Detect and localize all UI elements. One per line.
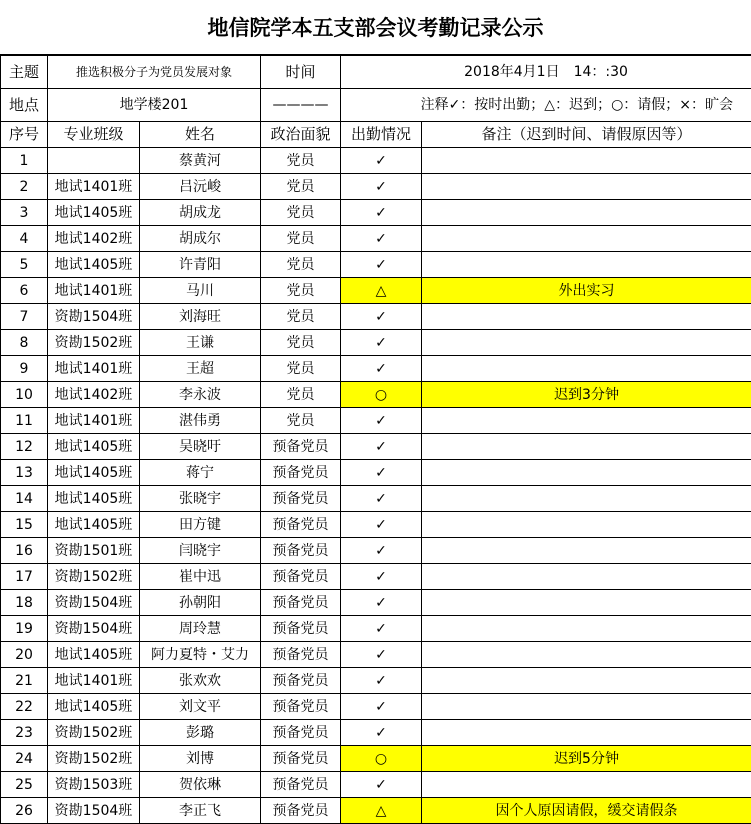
row-name: 彭璐 [140, 720, 261, 746]
row-no: 13 [1, 460, 48, 486]
row-note [422, 330, 751, 356]
row-status: 党员 [261, 382, 341, 408]
table-row [1, 564, 751, 590]
header-class: 专业班级 [48, 122, 140, 148]
table-row [1, 408, 751, 434]
row-no: 11 [1, 408, 48, 434]
table-row [1, 486, 751, 512]
row-attendance: ✓ [341, 200, 422, 226]
row-name: 张晓宇 [140, 486, 261, 512]
row-class: 资勘1504班 [48, 616, 140, 642]
row-name: 周玲慧 [140, 616, 261, 642]
row-no: 15 [1, 512, 48, 538]
row-status: 预备党员 [261, 720, 341, 746]
table-row [1, 616, 751, 642]
row-status: 党员 [261, 330, 341, 356]
table-row [1, 798, 751, 824]
row-note: 因个人原因请假，缓交请假条 [422, 798, 751, 824]
row-attendance: ✓ [341, 642, 422, 668]
row-status: 党员 [261, 252, 341, 278]
row-name: 贺依琳 [140, 772, 261, 798]
time-label: 时间 [261, 56, 341, 89]
row-name: 刘文平 [140, 694, 261, 720]
legend-note: 注释✓：按时出勤；△：迟到；○：请假；×：旷会 [341, 89, 751, 122]
row-name: 李正飞 [140, 798, 261, 824]
row-note [422, 408, 751, 434]
row-status: 预备党员 [261, 668, 341, 694]
table-row [1, 642, 751, 668]
row-status: 预备党员 [261, 616, 341, 642]
row-attendance: ✓ [341, 590, 422, 616]
row-attendance: ✓ [341, 304, 422, 330]
row-note [422, 226, 751, 252]
row-note [422, 668, 751, 694]
header-attendance: 出勤情况 [341, 122, 422, 148]
row-no: 12 [1, 434, 48, 460]
row-attendance: ✓ [341, 408, 422, 434]
table-row [1, 200, 751, 226]
table-row [1, 512, 751, 538]
row-name: 王谦 [140, 330, 261, 356]
table-row [1, 720, 751, 746]
table-row [1, 772, 751, 798]
row-class: 地试1401班 [48, 174, 140, 200]
row-no: 6 [1, 278, 48, 304]
row-attendance: △ [341, 798, 422, 824]
row-attendance: ✓ [341, 772, 422, 798]
row-class: 地试1405班 [48, 200, 140, 226]
row-status: 党员 [261, 174, 341, 200]
row-note [422, 590, 751, 616]
row-attendance: ✓ [341, 148, 422, 174]
row-attendance: ✓ [341, 252, 422, 278]
row-note [422, 174, 751, 200]
row-status: 党员 [261, 304, 341, 330]
row-status: 预备党员 [261, 460, 341, 486]
row-note [422, 564, 751, 590]
row-attendance: ✓ [341, 538, 422, 564]
row-class: 资勘1502班 [48, 330, 140, 356]
row-class: 地试1405班 [48, 694, 140, 720]
header-note: 备注（迟到时间、请假原因等） [422, 122, 751, 148]
row-attendance: ✓ [341, 616, 422, 642]
row-class: 资勘1502班 [48, 746, 140, 772]
row-class: 资勘1502班 [48, 564, 140, 590]
table-row [1, 226, 751, 252]
row-status: 预备党员 [261, 798, 341, 824]
row-no: 20 [1, 642, 48, 668]
attendance-table [0, 55, 751, 824]
row-note [422, 460, 751, 486]
row-class: 资勘1504班 [48, 590, 140, 616]
row-note [422, 616, 751, 642]
row-no: 2 [1, 174, 48, 200]
row-no: 10 [1, 382, 48, 408]
row-name: 崔中迅 [140, 564, 261, 590]
row-name: 田方键 [140, 512, 261, 538]
row-class: 地试1405班 [48, 460, 140, 486]
place-row [1, 89, 751, 122]
row-class: 地试1401班 [48, 356, 140, 382]
header-no: 序号 [1, 122, 48, 148]
row-no: 9 [1, 356, 48, 382]
place-value: 地学楼201 [48, 89, 261, 122]
row-attendance: ✓ [341, 486, 422, 512]
table-row [1, 304, 751, 330]
row-attendance: ✓ [341, 434, 422, 460]
row-note [422, 356, 751, 382]
table-row [1, 356, 751, 382]
row-no: 16 [1, 538, 48, 564]
row-status: 预备党员 [261, 746, 341, 772]
header-row [1, 122, 751, 148]
subject-label: 主题 [1, 56, 48, 89]
row-name: 刘博 [140, 746, 261, 772]
row-no: 21 [1, 668, 48, 694]
time-value: 2018年4月1日 14：:30 [341, 56, 751, 89]
row-no: 24 [1, 746, 48, 772]
row-name: 阿力夏特・艾力 [140, 642, 261, 668]
row-name: 马川 [140, 278, 261, 304]
row-status: 党员 [261, 148, 341, 174]
row-name: 王超 [140, 356, 261, 382]
header-name: 姓名 [140, 122, 261, 148]
row-note [422, 200, 751, 226]
page-title: 地信院学本五支部会议考勤记录公示 [0, 0, 751, 55]
subject-value: 推选积极分子为党员发展对象 [48, 56, 261, 89]
row-name: 吴晓吁 [140, 434, 261, 460]
row-name: 吕沅峻 [140, 174, 261, 200]
row-name: 闫晓宇 [140, 538, 261, 564]
table-row [1, 148, 751, 174]
row-name: 张欢欢 [140, 668, 261, 694]
row-status: 预备党员 [261, 512, 341, 538]
row-note [422, 772, 751, 798]
row-class: 地试1405班 [48, 252, 140, 278]
table-row [1, 382, 751, 408]
row-class: 资勘1503班 [48, 772, 140, 798]
row-class: 地试1402班 [48, 382, 140, 408]
row-status: 党员 [261, 356, 341, 382]
row-no: 8 [1, 330, 48, 356]
row-attendance: ✓ [341, 694, 422, 720]
row-note [422, 148, 751, 174]
row-no: 25 [1, 772, 48, 798]
row-status: 预备党员 [261, 694, 341, 720]
row-name: 湛伟勇 [140, 408, 261, 434]
row-status: 党员 [261, 200, 341, 226]
table-row [1, 174, 751, 200]
row-name: 蒋宁 [140, 460, 261, 486]
row-attendance: ✓ [341, 226, 422, 252]
row-status: 预备党员 [261, 772, 341, 798]
row-class: 地试1405班 [48, 512, 140, 538]
row-class: 地试1401班 [48, 408, 140, 434]
table-row [1, 694, 751, 720]
row-name: 刘海旺 [140, 304, 261, 330]
row-status: 预备党员 [261, 642, 341, 668]
row-status: 预备党员 [261, 564, 341, 590]
place-label: 地点 [1, 89, 48, 122]
row-status: 预备党员 [261, 538, 341, 564]
row-status: 预备党员 [261, 590, 341, 616]
row-note [422, 252, 751, 278]
row-attendance: ✓ [341, 720, 422, 746]
row-no: 5 [1, 252, 48, 278]
row-attendance: ✓ [341, 460, 422, 486]
row-attendance: ✓ [341, 564, 422, 590]
row-note: 迟到5分钟 [422, 746, 751, 772]
row-note: 迟到3分钟 [422, 382, 751, 408]
row-status: 预备党员 [261, 486, 341, 512]
header-status: 政治面貌 [261, 122, 341, 148]
row-note: 外出实习 [422, 278, 751, 304]
row-name: 胡成尔 [140, 226, 261, 252]
row-note [422, 486, 751, 512]
row-attendance: ✓ [341, 512, 422, 538]
table-row [1, 590, 751, 616]
row-no: 1 [1, 148, 48, 174]
row-no: 14 [1, 486, 48, 512]
row-no: 18 [1, 590, 48, 616]
row-name: 孙朝阳 [140, 590, 261, 616]
row-no: 23 [1, 720, 48, 746]
table-row [1, 278, 751, 304]
subject-row [1, 56, 751, 89]
row-attendance: ✓ [341, 356, 422, 382]
row-class: 地试1401班 [48, 668, 140, 694]
row-note [422, 304, 751, 330]
table-row [1, 460, 751, 486]
table-row [1, 668, 751, 694]
row-status: 党员 [261, 226, 341, 252]
table-row [1, 434, 751, 460]
row-note [422, 720, 751, 746]
row-class: 资勘1504班 [48, 798, 140, 824]
row-note [422, 642, 751, 668]
row-name: 蔡黄河 [140, 148, 261, 174]
row-no: 3 [1, 200, 48, 226]
row-attendance: △ [341, 278, 422, 304]
row-class: 地试1405班 [48, 434, 140, 460]
row-no: 19 [1, 616, 48, 642]
row-class: 地试1405班 [48, 642, 140, 668]
row-name: 许青阳 [140, 252, 261, 278]
row-note [422, 694, 751, 720]
row-attendance: ✓ [341, 174, 422, 200]
row-class: 资勘1502班 [48, 720, 140, 746]
row-no: 22 [1, 694, 48, 720]
row-class: 地试1405班 [48, 486, 140, 512]
blank-cell: ———— [261, 89, 341, 122]
row-no: 17 [1, 564, 48, 590]
row-no: 26 [1, 798, 48, 824]
row-status: 预备党员 [261, 434, 341, 460]
row-class: 资勘1501班 [48, 538, 140, 564]
table-row [1, 330, 751, 356]
table-row [1, 746, 751, 772]
row-name: 李永波 [140, 382, 261, 408]
row-attendance: ✓ [341, 668, 422, 694]
row-note [422, 434, 751, 460]
row-status: 党员 [261, 278, 341, 304]
table-row [1, 538, 751, 564]
row-status: 党员 [261, 408, 341, 434]
row-class [48, 148, 140, 174]
row-attendance: ○ [341, 746, 422, 772]
row-name: 胡成龙 [140, 200, 261, 226]
table-row [1, 252, 751, 278]
row-class: 地试1401班 [48, 278, 140, 304]
row-no: 7 [1, 304, 48, 330]
row-class: 资勘1504班 [48, 304, 140, 330]
row-class: 地试1402班 [48, 226, 140, 252]
row-note [422, 538, 751, 564]
row-attendance: ✓ [341, 330, 422, 356]
row-attendance: ○ [341, 382, 422, 408]
row-note [422, 512, 751, 538]
row-no: 4 [1, 226, 48, 252]
